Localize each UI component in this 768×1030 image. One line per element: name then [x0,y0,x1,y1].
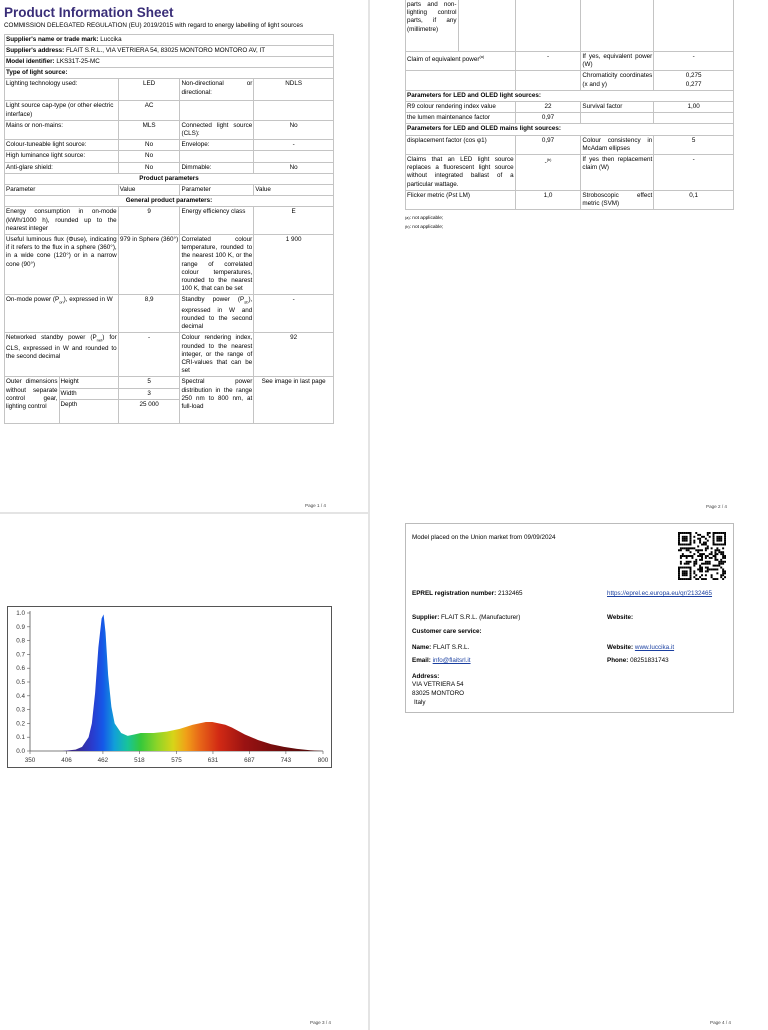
customer-care-label: Customer care service: [412,628,482,635]
value: - [254,140,334,151]
regulation-text: COMMISSION DELEGATED REGULATION (EU) 2019/2015 with regard to energy labelling of light sources [4,22,303,29]
spectrum-area [30,614,323,751]
website-link[interactable]: www.luccika.it [634,644,675,651]
value: See image in last page [254,377,334,424]
y-tick-label: 0.3 [16,706,25,714]
page-number: Page 1 / 4 [305,503,326,508]
dimensions-values-cell [118,377,180,424]
spectral-chart-svg [8,607,331,767]
value: 1,00 [654,102,734,113]
label: Energy consumption in on-mode (kWh/1000 h), rounded up to the nearest integer [5,207,119,235]
led-params-header: Parameters for LED and OLED light sources: [406,90,734,101]
value: - [254,295,334,333]
page-2 [405,0,734,232]
label: High luminance light source: [5,151,119,162]
col-header: Value [118,184,180,195]
label: On-mode power $(P_{on})$, expressed in W [5,295,119,333]
model-identifier-row: Model identifier: LKS31T-25-MC [5,56,334,67]
market-text: Model placed on the Union market from 09/09/2024 [412,534,556,541]
label: Chromaticity coordinates (x and y) [581,71,654,90]
value: 8,9 [118,295,180,333]
label: Lighting technology used: [5,79,119,101]
col-header: Parameter [5,184,119,195]
y-tick-label: 0.7 [16,651,25,659]
value: 3 [119,389,180,400]
value: 9 [118,207,180,235]
y-tick-label: 0.5 [16,679,25,686]
value: 22 [515,102,581,113]
x-tick-label: 800 [317,757,329,764]
y-tick-label: 0.4 [16,692,25,700]
label: Stroboscopic effect metric (SVM) [581,190,654,209]
label: Light source cap-type (or other electric interface) [5,101,119,120]
website-label: Website: [607,614,634,621]
outer-dimensions-cell [5,377,119,424]
value: 92 [254,333,334,377]
col-header: Parameter [180,184,254,195]
y-tick-label: 0.1 [16,734,25,742]
label: Colour-tuneable light source: [5,140,119,151]
label: Claims that an LED light source replaces a fluorescent light source without integrated ballast of a particular wattage. [406,155,516,191]
footnote-a: $^{(a)}$: not applicable; [405,216,444,222]
value: No [254,120,334,139]
y-tick-label: 0.8 [16,637,25,645]
phone-row: Phone: 08251831743 [607,657,669,664]
value: No [118,162,180,173]
label: R9 colour rendering index value [406,102,516,113]
page-number: Page 3 / 4 [310,1020,331,1025]
value: 25 000 [139,400,159,408]
page-title: Product Information Sheet [4,5,174,20]
value: - [515,52,581,71]
eprel-row: EPREL registration number: 2132465 [412,590,523,597]
address-line-3: Italy [414,699,426,706]
footnotes [405,214,734,232]
type-header: Type of light source: [5,68,334,79]
y-tick-label: 1.0 [16,610,25,617]
label: Dimmable: [180,162,254,173]
label: the lumen maintenance factor [406,113,516,124]
col-header: Value [254,184,334,195]
value: 0,275 0,277 [654,71,734,90]
value: -$^{(b)}$ [515,155,581,191]
label: If yes then replacement claim (W) [581,155,654,191]
label: Correlated colour temperature, rounded to the nearest 100 K, or the range of correlated colour temperatures, rounded to the nearest 100 K, that can be set [180,234,254,294]
label: If yes, equivalent power (W) [581,52,654,71]
supplier-row: Supplier: FLAIT S.R.L. (Manufacturer) [412,614,521,621]
label: Mains or non-mains: [5,120,119,139]
info-table [4,34,334,425]
label: Standby power $(P_{sb})$, expressed in W and rounded to the second decimal [180,295,254,333]
label: Energy efficiency class [180,207,254,235]
label: Depth [60,400,78,408]
value: 979 in Sphere (360°) [118,234,180,294]
value: 1,0 [515,190,581,209]
value: NDLS [254,79,334,101]
email-link[interactable]: info@flaitsrl.it [432,657,471,664]
spectral-chart [7,606,332,768]
value: - [654,52,734,71]
label: Width [59,388,118,399]
footnote-b: $^{(b)}$: not applicable; [405,225,444,231]
supplier-name-row: Supplier's name or trade mark: Luccika [5,34,334,45]
value: E [254,207,334,235]
general-params-header: General product parameters: [5,196,334,207]
label: Survival factor [581,102,654,113]
value: LED [118,79,180,101]
x-tick-label: 743 [280,757,292,764]
value: - [118,333,180,377]
label: Outer dimensions without separate control gear, lighting control [5,377,59,423]
website-row: Website: www.luccika.it [607,644,675,651]
value: 0,1 [654,190,734,209]
label: Anti-glare shield: [5,162,119,173]
value: MLS [118,120,180,139]
label: Spectral power distribution in the range 250 nm to 800 nm, at full-load [180,377,254,424]
label: Height [59,377,118,388]
value: 0,97 [515,135,581,154]
supplier-address-row: Supplier's address: FLAIT S.R.L., VIA VETRIERA 54, 83025 MONTORO MONTORO AV, IT [5,45,334,56]
value: No [118,140,180,151]
mains-params-header: Parameters for LED and OLED mains light sources: [406,124,734,135]
label: Envelope: [180,140,254,151]
label: Claim of equivalent power$^{(a)}$ [406,52,516,71]
value: AC [118,101,180,120]
label: Flicker metric (Pst LM) [406,190,516,209]
x-tick-label: 406 [61,757,72,764]
label: Connected light source (CLS): [180,120,254,139]
y-tick-label: 0.0 [16,748,25,755]
x-tick-label: 518 [134,757,145,764]
page-number: Page 2 / 4 [706,504,727,509]
label: parts and non-lighting control parts, if any (millimetre) [406,0,458,51]
y-tick-label: 0.6 [16,665,25,673]
value: - [654,155,734,191]
label: displacement factor (cos φ1) [406,135,516,154]
value: No [254,162,334,173]
label: Colour rendering index, rounded to the nearest integer, or the range of CRI-values that can be set [180,333,254,377]
address-line-1: VIA VETRIERA 54 [412,681,464,688]
address-label: Address: [412,673,440,680]
label: Non-directional or directional: [180,79,254,101]
page-1 [4,4,334,424]
page-divider-vertical [368,0,370,1030]
eprel-link[interactable]: https://eprel.ec.europa.eu/qr/2132465 [607,590,713,597]
value: No [118,151,180,162]
value: 5 [654,135,734,154]
page-4-info-box [405,523,734,713]
y-tick-label: 0.2 [16,720,25,728]
qr-code-icon[interactable] [678,532,726,580]
x-tick-label: 575 [171,757,182,764]
label: Networked standby power $(P_{net})$ for CLS, expressed in W and rounded to the second decimal [5,333,119,377]
page-number: Page 4 / 4 [710,1020,731,1025]
info-table-continued [405,0,734,210]
x-tick-label: 462 [97,757,109,764]
x-tick-label: 687 [244,757,255,764]
email-row: Email: info@flaitsrl.it [412,657,471,664]
x-tick-label: 350 [24,757,36,764]
label: Useful luminous flux (Φuse), indicating if it refers to the flux in a sphere (360°), in a wide cone (120°) or in a narrow cone (90°) [5,234,119,294]
label: Colour consistency in McAdam ellipses [581,135,654,154]
product-params-header: Product parameters [5,173,334,184]
page-divider-horizontal-left [0,512,368,514]
address-line-2: 83025 MONTORO [412,690,465,697]
name-row: Name: FLAIT S.R.L. [412,644,470,651]
value: 0,97 [515,113,581,124]
y-tick-label: 0.9 [16,623,25,631]
value: 5 [119,377,180,388]
value: 1 900 [254,234,334,294]
x-tick-label: 631 [207,757,219,764]
